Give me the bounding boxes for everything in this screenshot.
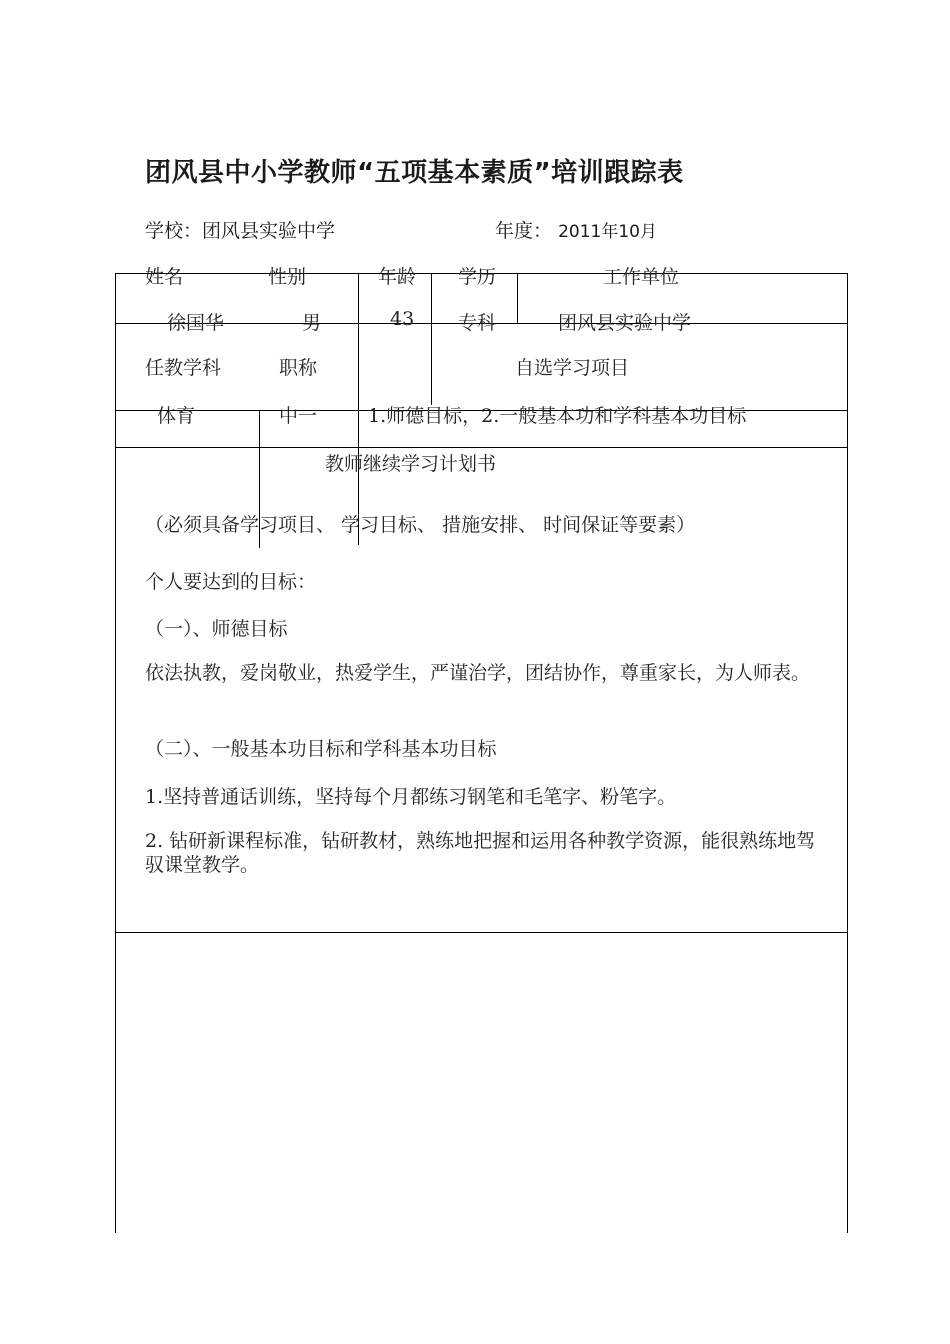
table-col-divider-age <box>358 273 359 545</box>
table-left-border <box>115 273 116 1233</box>
cell-gender: 男 <box>302 312 322 334</box>
year-value: 2011年10月 <box>558 222 657 242</box>
header-workplace: 工作单位 <box>603 266 680 288</box>
plan-note: （必须具备学习项目、 学习目标、 措施安排、 时间保证等要素） <box>145 514 696 536</box>
cell-age: 43 <box>390 308 415 330</box>
table-col-divider-education <box>431 273 432 405</box>
section2-heading: （二）、一般基本功目标和学科基本功目标 <box>145 738 497 760</box>
year-label-text: 年度： <box>495 220 553 242</box>
header-gender: 性别 <box>268 266 307 288</box>
plan-title: 教师继续学习计划书 <box>325 453 497 475</box>
goal-item-1: 1.坚持普通话训练，坚持每个月都练习钢笔和毛笔字、粉笔字。 <box>145 786 677 808</box>
header-rank: 职称 <box>279 357 318 379</box>
header-education: 学历 <box>458 266 497 288</box>
school-label: 学校：团风县实验中学 <box>145 220 336 242</box>
cell-education: 专科 <box>458 312 497 334</box>
cell-rank: 中一 <box>279 405 318 427</box>
cell-workplace: 团风县实验中学 <box>558 312 692 334</box>
year-label <box>495 216 657 243</box>
cell-subject: 体育 <box>157 405 196 427</box>
table-row-divider-3 <box>115 447 848 448</box>
goal-item-2: 2. 钻研新课程标准，钻研教材，熟练地把握和运用各种教学资源，能很熟练地驾驭课堂教学。 <box>145 830 816 876</box>
table-col-divider-workplace <box>517 273 518 323</box>
header-name: 姓名 <box>145 266 184 288</box>
cell-project: 1.师德目标，2.一般基本功和学科基本功目标 <box>368 405 747 427</box>
section1-body: 依法执教，爱岗敬业，热爱学生，严谨治学，团结协作，尊重家长，为人师表。 <box>145 662 811 684</box>
goals-heading: 个人要达到的目标： <box>145 571 317 593</box>
table-right-border <box>847 273 848 1233</box>
section1-heading: （一）、师德目标 <box>145 618 288 640</box>
header-age: 年龄 <box>378 266 417 288</box>
header-project: 自选学习项目 <box>515 357 630 379</box>
header-subject: 任教学科 <box>145 357 222 379</box>
document-title: 团风县中小学教师“五项基本素质”培训跟踪表 <box>145 158 684 188</box>
table-row-divider-4 <box>115 932 848 933</box>
cell-name: 徐国华 <box>167 312 225 334</box>
